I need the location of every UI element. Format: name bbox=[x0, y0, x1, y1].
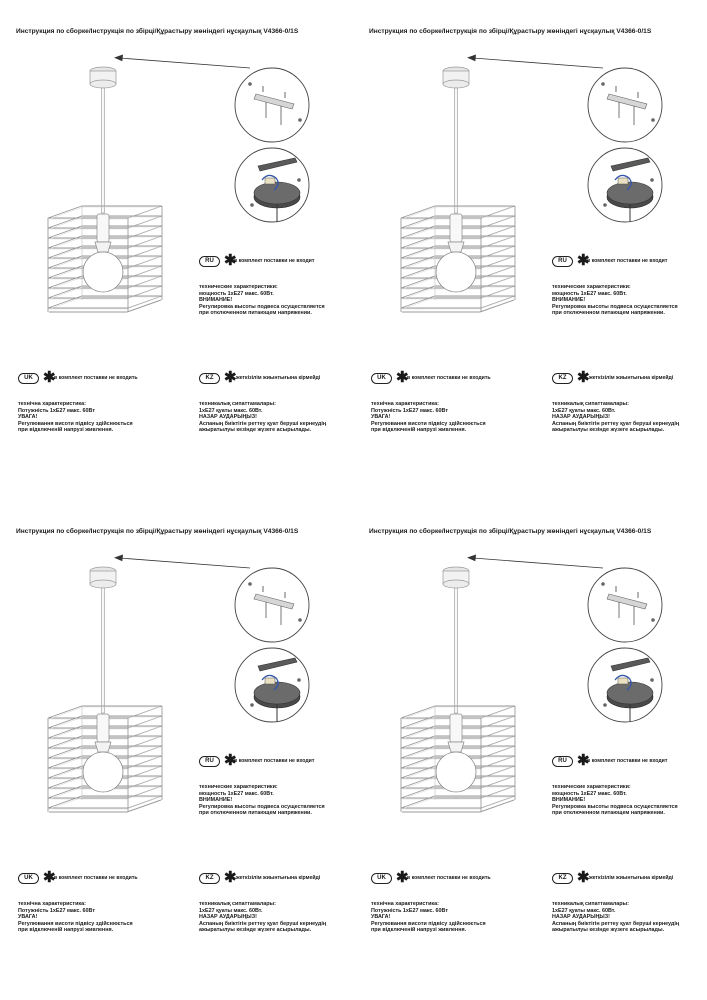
spec-line: Регулировка высоты подвеса осуществляется bbox=[199, 803, 325, 810]
not-included-note-uk: в комплект поставки не входить bbox=[54, 875, 138, 881]
spec-line: 1хЕ27 қуаты макс. 60Вт. bbox=[199, 407, 263, 414]
language-badge-kz: KZ bbox=[199, 873, 220, 884]
asterisk-icon: ✱ bbox=[396, 369, 409, 386]
language-badge-uk: UK bbox=[18, 373, 39, 384]
not-included-note-ru: в комплект поставки не входит bbox=[587, 258, 668, 264]
spec-line: мощность 1хЕ27 макс. 60Вт. bbox=[552, 290, 627, 297]
asterisk-icon: ✱ bbox=[224, 252, 237, 269]
not-included-note-kz: жеткізілім жиынтығына кірмейді bbox=[236, 875, 321, 881]
not-included-note-ru: в комплект поставки не входит bbox=[587, 758, 668, 764]
spec-line: 1хЕ27 қуаты макс. 60Вт. bbox=[199, 907, 263, 914]
spec-line: при отключенном питающем напряжении. bbox=[199, 810, 312, 816]
language-badge-kz: KZ bbox=[199, 373, 220, 384]
spec-line: при отключенном питающем напряжении. bbox=[552, 310, 665, 316]
specifications-uk bbox=[18, 401, 133, 434]
spec-line: Аспаның биіктігін реттеу қуат беруші кернеудің bbox=[552, 920, 680, 927]
language-badge-ru: RU bbox=[552, 756, 573, 767]
sheet-title: Инструкция по сборке/Інструкція по збірці/Құрастыру жөніндегі нұсқаулық V4366-0/1S bbox=[16, 528, 299, 535]
spec-line: техникалық сипаттамалары: bbox=[199, 901, 276, 907]
specifications-ru bbox=[552, 784, 678, 817]
spec-line: технические характеристики: bbox=[199, 784, 278, 790]
specifications-kz bbox=[552, 901, 679, 934]
spec-line: ВНИМАНИЕ! bbox=[552, 797, 586, 803]
specifications-kz bbox=[199, 901, 326, 934]
asterisk-icon: ✱ bbox=[396, 869, 409, 886]
sheet-title: Инструкция по сборке/Інструкція по збірці/Құрастыру жөніндегі нұсқаулық V4366-0/1S bbox=[369, 528, 652, 535]
instruction-sheet bbox=[353, 0, 706, 500]
spec-line: Потужність 1хЕ27 макс. 60Вт bbox=[18, 407, 95, 414]
not-included-note-kz: жеткізілім жиынтығына кірмейді bbox=[236, 375, 321, 381]
spec-line: техникалық сипаттамалары: bbox=[552, 901, 629, 907]
language-badge-ru: RU bbox=[199, 256, 220, 267]
spec-line: Регулировка высоты подвеса осуществляется bbox=[552, 303, 678, 310]
not-included-note-uk: в комплект поставки не входить bbox=[54, 375, 138, 381]
spec-line: Потужність 1хЕ27 макс. 60Вт bbox=[371, 407, 448, 414]
spec-line: ажыратылуы кезінде жүзеге асырылады. bbox=[199, 927, 312, 933]
spec-line: УВАГА! bbox=[371, 414, 391, 420]
spec-line: Регулировка высоты подвеса осуществляется bbox=[199, 303, 325, 310]
language-badge-uk: UK bbox=[18, 873, 39, 884]
spec-line: Аспаның биіктігін реттеу қуат беруші кернеудің bbox=[552, 420, 680, 427]
language-badge-kz: KZ bbox=[552, 873, 573, 884]
spec-line: технічна характеристика: bbox=[18, 401, 86, 407]
spec-line: технічна характеристика: bbox=[371, 901, 439, 907]
asterisk-icon: ✱ bbox=[224, 369, 237, 386]
language-badge-ru: RU bbox=[552, 256, 573, 267]
asterisk-icon: ✱ bbox=[43, 369, 56, 386]
spec-line: УВАГА! bbox=[18, 414, 38, 420]
spec-line: ажыратылуы кезінде жүзеге асырылады. bbox=[552, 927, 665, 933]
specifications-kz bbox=[199, 401, 326, 434]
lamp-assembly-illustration bbox=[353, 500, 706, 830]
not-included-note-uk: в комплект поставки не входить bbox=[407, 875, 491, 881]
lamp-assembly-illustration bbox=[0, 500, 353, 830]
sheet-title: Инструкция по сборке/Інструкція по збірці/Құрастыру жөніндегі нұсқаулық V4366-0/1S bbox=[369, 28, 652, 35]
spec-line: ВНИМАНИЕ! bbox=[552, 297, 586, 303]
spec-line: НАЗАР АУДАРЫҢЫЗ! bbox=[199, 414, 257, 420]
spec-line: технические характеристики: bbox=[552, 284, 631, 290]
spec-line: при відключеній напрузі живлення. bbox=[18, 927, 114, 933]
asterisk-icon: ✱ bbox=[224, 869, 237, 886]
asterisk-icon: ✱ bbox=[577, 369, 590, 386]
spec-line: мощность 1хЕ27 макс. 60Вт. bbox=[199, 790, 274, 797]
asterisk-icon: ✱ bbox=[43, 869, 56, 886]
instruction-sheet bbox=[0, 0, 353, 500]
lamp-assembly-illustration bbox=[353, 0, 706, 330]
spec-line: ВНИМАНИЕ! bbox=[199, 797, 233, 803]
spec-line: Потужність 1хЕ27 макс. 60Вт bbox=[18, 907, 95, 914]
spec-line: при відключеній напрузі живлення. bbox=[18, 427, 114, 433]
specifications-kz bbox=[552, 401, 679, 434]
spec-line: Регулювання висоти підвісу здійснюється bbox=[18, 420, 133, 427]
specifications-uk bbox=[18, 901, 133, 934]
specifications-ru bbox=[199, 284, 325, 317]
not-included-note-ru: в комплект поставки не входит bbox=[234, 758, 315, 764]
asterisk-icon: ✱ bbox=[577, 869, 590, 886]
sheet-title: Инструкция по сборке/Інструкція по збірці/Құрастыру жөніндегі нұсқаулық V4366-0/1S bbox=[16, 28, 299, 35]
spec-line: ажыратылуы кезінде жүзеге асырылады. bbox=[552, 427, 665, 433]
spec-line: техникалық сипаттамалары: bbox=[199, 401, 276, 407]
language-badge-kz: KZ bbox=[552, 373, 573, 384]
spec-line: Регулювання висоти підвісу здійснюється bbox=[18, 920, 133, 927]
spec-line: мощность 1хЕ27 макс. 60Вт. bbox=[199, 290, 274, 297]
spec-line: техникалық сипаттамалары: bbox=[552, 401, 629, 407]
spec-line: Аспаның биіктігін реттеу қуат беруші кернеудің bbox=[199, 420, 327, 427]
specifications-ru bbox=[552, 284, 678, 317]
spec-line: 1хЕ27 қуаты макс. 60Вт. bbox=[552, 407, 616, 414]
spec-line: Регулировка высоты подвеса осуществляется bbox=[552, 803, 678, 810]
spec-line: НАЗАР АУДАРЫҢЫЗ! bbox=[199, 914, 257, 920]
asterisk-icon: ✱ bbox=[577, 752, 590, 769]
spec-line: при отключенном питающем напряжении. bbox=[199, 310, 312, 316]
spec-line: при відключеній напрузі живлення. bbox=[371, 427, 467, 433]
spec-line: технічна характеристика: bbox=[371, 401, 439, 407]
spec-line: УВАГА! bbox=[371, 914, 391, 920]
instruction-sheet bbox=[0, 500, 353, 1000]
language-badge-uk: UK bbox=[371, 873, 392, 884]
lamp-assembly-illustration bbox=[0, 0, 353, 330]
spec-line: Потужність 1хЕ27 макс. 60Вт bbox=[371, 907, 448, 914]
language-badge-uk: UK bbox=[371, 373, 392, 384]
spec-line: 1хЕ27 қуаты макс. 60Вт. bbox=[552, 907, 616, 914]
specifications-uk bbox=[371, 401, 486, 434]
specifications-uk bbox=[371, 901, 486, 934]
spec-line: технические характеристики: bbox=[199, 284, 278, 290]
specifications-ru bbox=[199, 784, 325, 817]
spec-line: технічна характеристика: bbox=[18, 901, 86, 907]
spec-line: НАЗАР АУДАРЫҢЫЗ! bbox=[552, 414, 610, 420]
spec-line: мощность 1хЕ27 макс. 60Вт. bbox=[552, 790, 627, 797]
asterisk-icon: ✱ bbox=[577, 252, 590, 269]
language-badge-ru: RU bbox=[199, 756, 220, 767]
spec-line: Регулювання висоти підвісу здійснюється bbox=[371, 420, 486, 427]
instruction-sheet bbox=[353, 500, 706, 1000]
spec-line: ВНИМАНИЕ! bbox=[199, 297, 233, 303]
spec-line: Аспаның биіктігін реттеу қуат беруші кернеудің bbox=[199, 920, 327, 927]
spec-line: Регулювання висоти підвісу здійснюється bbox=[371, 920, 486, 927]
spec-line: УВАГА! bbox=[18, 914, 38, 920]
spec-line: ажыратылуы кезінде жүзеге асырылады. bbox=[199, 427, 312, 433]
not-included-note-kz: жеткізілім жиынтығына кірмейді bbox=[589, 875, 674, 881]
spec-line: технические характеристики: bbox=[552, 784, 631, 790]
not-included-note-kz: жеткізілім жиынтығына кірмейді bbox=[589, 375, 674, 381]
spec-line: при відключеній напрузі живлення. bbox=[371, 927, 467, 933]
not-included-note-uk: в комплект поставки не входить bbox=[407, 375, 491, 381]
spec-line: НАЗАР АУДАРЫҢЫЗ! bbox=[552, 914, 610, 920]
spec-line: при отключенном питающем напряжении. bbox=[552, 810, 665, 816]
asterisk-icon: ✱ bbox=[224, 752, 237, 769]
not-included-note-ru: в комплект поставки не входит bbox=[234, 258, 315, 264]
